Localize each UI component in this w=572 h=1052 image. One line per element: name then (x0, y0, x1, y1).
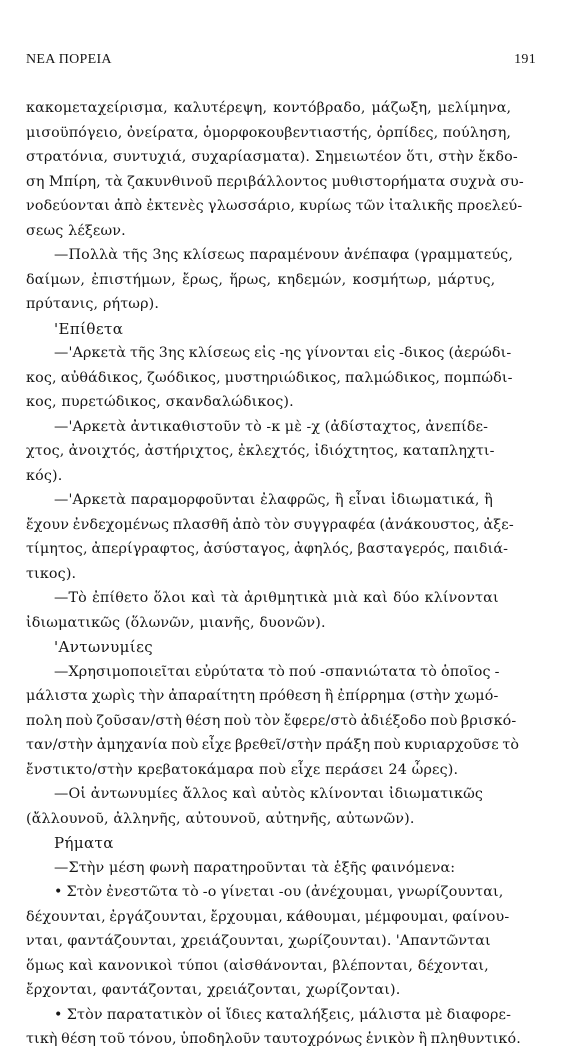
text-line: —Χρησιμοποιεῖται εὐρύτατα τὸ πού -σπανιώτατα τὸ ὁποῖος - (54, 663, 500, 680)
running-title: ΝΕΑ ΠΟΡΕΙΑ (26, 52, 112, 67)
text-line: —Οἱ ἀντωνυμίες ἄλλος καὶ αὐτὸς κλίνονται ἰδιωματικῶς (54, 786, 484, 802)
text-line: —Πολλὰ τῆς 3ης κλίσεως παραμένουν ἀνέπαφα (γραμματεύς, (54, 247, 514, 263)
text-line: στρατόνια, συντυχιά, συχαρίασματα). Σημειωτέον ὅτι, στὴν ἔκδο- (26, 149, 518, 165)
text-line: κος, πυρετώδικος, σκανδαλώδικος). (26, 394, 294, 410)
text-line: τικος). (26, 565, 77, 582)
text-line: ἔρχονται, φαντάζονται, χρειάζονται, χωρίζονται). (26, 982, 401, 998)
text-line: (ἄλλουνοῦ, ἀλληνῆς, αὐτουνοῦ, αὐτηνῆς, αὐτωνῶν). (26, 810, 415, 827)
text-line: σεως λέξεων. (26, 222, 126, 239)
text-line: —Στὴν μέση φωνὴ παρατηροῦνται τὰ ἑξῆς φαινόμενα: (54, 859, 456, 876)
body-text (26, 96, 538, 1052)
text-line: —'Αρκετὰ παραμορφοῦνται ἐλαφρῶς, ἢ εἶναι ἰδιωματικά, ἢ (54, 492, 493, 508)
text-line: ἰδιωματικῶς (ὅλωνῶν, μιανῆς, δυονῶν). (26, 614, 326, 631)
text-line: τίμητος, ἀπερίγραφτος, ἀσύσταγος, ἀφηλός, βασταγερός, παιδιά- (26, 541, 509, 557)
text-line: χτος, ἀνοιχτός, ἀστήριχτος, ἐκλεχτός, ἰδιόχτητος, καταπληχτι- (26, 443, 495, 459)
text-line: —'Αρκετὰ τῆς 3ης κλίσεως εἰς -ης γίνονται εἰς -δικος (ἀερώδι- (54, 345, 512, 361)
text-line: κός). (26, 467, 63, 484)
text-line: ταν/στὴν ἀμηχανία ποὺ εἶχε βρεθεῖ/στὴν πράξη ποὺ κυριαρχοῦσε τὸ (26, 737, 520, 753)
section-heading-adjectives: 'Επίθετα (54, 319, 124, 338)
text-line: πολη ποὺ ζοῦσαν/στὴ θέση ποὺ τὸν ἔφερε/στὸ ἀδιέξοδο ποὺ βρισκό- (26, 712, 517, 729)
text-line: • Στὸν παρατατικὸν οἱ ἴδιες καταλήξεις, μάλιστα μὲ διαφορε- (54, 1006, 512, 1023)
section-heading-pronouns: 'Αντωνυμίες (54, 638, 154, 656)
text-line: ση Μπίρη, τὰ ζακυνθινοῦ περιβάλλοντος μυθιστορήματα συχνὰ συ- (26, 173, 524, 190)
text-line: ἔχουν ἐνδεχομένως πλασθῆ ἀπὸ τὸν συγγραφέα (ἀνάκουστος, ἀξε- (26, 516, 514, 533)
text-line: μισοϋπόγειο, ὀνείρατα, ὁμορφοκουβεντιαστής, ὀρπίδες, πούληση, (26, 124, 512, 141)
section-heading-verbs: Ρήματα (54, 834, 114, 852)
text-line: δαίμων, ἐπιστήμων, ἔρως, ἥρως, κηδεμών, κοσμήτωρ, μάρτυς, (26, 271, 496, 288)
text-line: νται, φαντάζουνται, χρειάζουνται, χωρίζουνται). 'Απαντῶνται (26, 933, 491, 949)
text-line: —'Αρκετὰ ἀντικαθιστοῦν τὸ -κ μὲ -χ (ἀδίσταχτος, ἀνεπίδε- (54, 418, 489, 435)
text-line: δέχουνται, ἐργάζουνται, ἔρχουμαι, κάθουμαι, μέμφουμαι, φαίνου- (26, 908, 510, 925)
text-line: μάλιστα χωρὶς τὴν ἀπαραίτητη πρόθεση ἢ ἐπίρρημα (στὴν χωμό- (26, 688, 499, 704)
page-number: 191 (514, 52, 536, 67)
text-line: κακομεταχείρισμα, καλυτέρεψη, κοντόβραδο, μάζωξη, μελίμηνα, (26, 100, 512, 116)
text-line: —Τὸ ἐπίθετο ὅλοι καὶ τὰ ἀριθμητικὰ μιὰ καὶ δύο κλίνονται (54, 590, 499, 606)
text-line: νοδεύονται ἀπὸ ἐκτενὲς γλωσσάριο, κυρίως τῶν ἰταλικῆς προελεύ- (26, 198, 523, 214)
running-header (26, 52, 536, 68)
text-line: ἔνστικτο/στὴν κρεβατοκάμαρα ποὺ εἶχε περάσει 24 ὧρες). (26, 761, 459, 778)
text-line: • Στὸν ἐνεστῶτα τὸ -ο γίνεται -ου (ἀνέχουμαι, γνωρίζουνται, (54, 884, 504, 900)
text-line: πρύτανις, ρήτωρ). (26, 296, 160, 312)
text-line: κος, αὐθάδικος, ζωόδικος, μυστηριώδικος, παλμώδικος, πομπώδι- (26, 369, 513, 386)
text-line: τικὴ θέση τοῦ τόνου, ὑποδηλοῦν ταυτοχρόνως ἑνικὸν ἢ πληθυντικό. (26, 1031, 521, 1047)
text-line: ὅμως καὶ κανονικοὶ τύποι (αἰσθάνονται, βλέπονται, δέχονται, (26, 957, 489, 974)
